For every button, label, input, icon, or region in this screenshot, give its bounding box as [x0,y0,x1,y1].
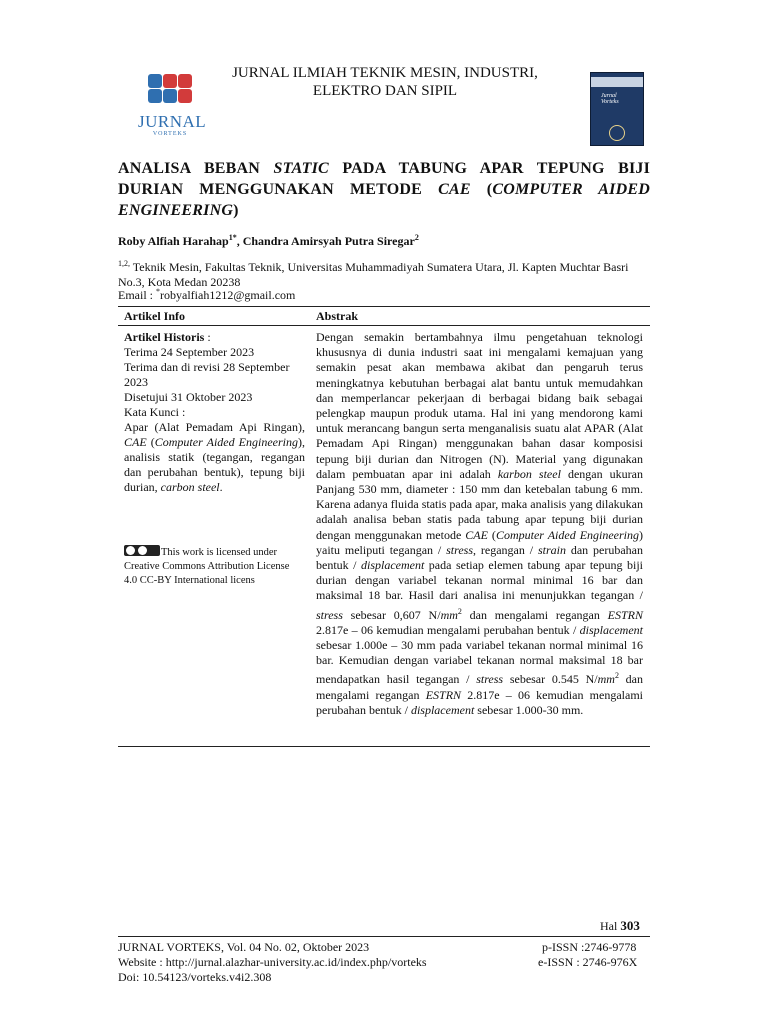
keywords-label: Kata Kunci : [124,405,186,419]
email-link[interactable]: robyalfiah1212@gmail.com [160,288,296,302]
footer-website[interactable]: Website : http://jurnal.alazhar-university.ac.id/index.php/vorteks [118,955,427,969]
revised-date: Terima dan di revisi 28 September 2023 [124,360,290,389]
journal-cover-image: Jurnal Vorteks [590,72,644,146]
journal-logo [138,72,207,140]
author-email: Email : *robyalfiah1212@gmail.com [118,287,296,302]
footer-journal: JURNAL VORTEKS, Vol. 04 No. 02, Oktober 2023 [118,940,370,954]
affiliation: $^{1,2,}$ Teknik Mesin, Fakultas Teknik, Universitas Muhammadiyah Sumatera Utara, Jl. Kapten Muchtar Basri No.3, Kota Medan 20238 [118,259,629,289]
table-bottom-rule [118,746,650,747]
footer-doi[interactable]: Doi: 10.54123/vorteks.v4i2.308 [118,970,272,984]
cc-by-icon[interactable] [124,545,160,556]
keywords: Apar (Alat Pemadam Api Ringan), CAE (Computer Aided Engineering), analisis statik (tegangan, regangan dan perubahan bentuk), tepung biji durian, carbon steel. [124,420,305,494]
page-number: Hal 303 [600,918,640,933]
logo-text: JURNAL [138,112,207,131]
footer-eissn: e-ISSN : 2746-976X [538,955,638,969]
accepted-date: Disetujui 31 Oktober 2023 [124,390,253,404]
authors: Roby Alfiah Harahap$^{1*}$, Chandra Amirsyah Putra Siregar$^2$ [118,233,419,248]
article-info: Artikel Historis : Terima 24 September 2023 Terima dan di revisi 28 September 2023 Disetujui 31 Oktober 2023 Kata Kunci : Apar (Alat Pemadam Api Ringan), CAE (Computer Aided Engineering), analisis statik (tegangan, regangan dan perubahan bentuk), tepung biji durian, carbon steel. [124,330,305,494]
table-top-rule [118,306,650,307]
logo-subtext: VORTEKS [152,131,188,137]
footer-pissn: p-ISSN :2746-9778 [542,940,637,954]
journal-title: JURNAL ILMIAH TEKNIK MESIN, INDUSTRI, ELEKTRO DAN SIPIL [232,65,538,99]
article-info-heading: Artikel Info [124,309,185,323]
table-header-rule [118,325,650,326]
article-title: ANALISA BEBAN STATIC PADA TABUNG APAR TEPUNG BIJI DURIAN MENGGUNAKAN METODE CAE (COMPUTER AIDED ENGINEERING) [118,160,650,219]
received-date: Terima 24 September 2023 [124,345,255,359]
abstract-heading: Abstrak [316,309,359,323]
abstract-text: Dengan semakin bertambahnya ilmu pengetahuan teknologi khususnya di dunia industri saat ini mengalami kemajuan yang semakin pesat akan membawa akibat dan pengaruh terus meningkatnya kebutuhan berbagai alat bantu untuk memudahkan dan memperlancar pekerjaan di berbagai bidang baik sebagai pelengkap maupun produk utama. Hal ini yang mendorong kami untuk merancang bangun serta menganalisis suatu alat APAR (Alat Pemadam Api Ringan) menggunakan bahan dasar komposisi tepung biji durian dan Nitrogen (N). Material yang digunakan dalam pembuatan apar ini adalah karbon steel dengan ukuran Panjang 530 mm, diameter : 150 mm dan ketebalan tabung 6 mm. Karena adanya fluida statis pada apar, maka analisis yang dilakukan adalah analisa beban statis pada tabung apar tepung biji durian dengan menggunakan metode CAE (Computer Aided Engineering) yaitu meliputi tegangan / stress, regangan / strain dan perubahan bentuk / displacement pada setiap elemen tabung apar tepung biji durian dengan variabel tekanan normal minimal 16 bar dan maksimal 18 bar. Hasil dari analisa ini menunjukkan tegangan / stress sebesar 0,607 $N/mm^2$ dan mengalami regangan ESTRN 2.817e – 06 kemudian mengalami perubahan bentuk / displacement sebesar 1.000e – 30 mm pada variabel tekanan normal minimal 16 bar. Kemudian dengan variabel tekanan normal maksimal 18 bar mendapatkan hasil tegangan / stress sebesar 0.545 $N/mm^2$ dan mengalami regangan ESTRN 2.817e – 06 kemudian mengalami perubahan bentuk / displacement sebesar 1.000-30 mm. [316,330,644,717]
license-notice: This work is licensed under Creative Commons Attribution License 4.0 CC-BY International licens [124,547,290,586]
footer-rule [118,936,650,937]
